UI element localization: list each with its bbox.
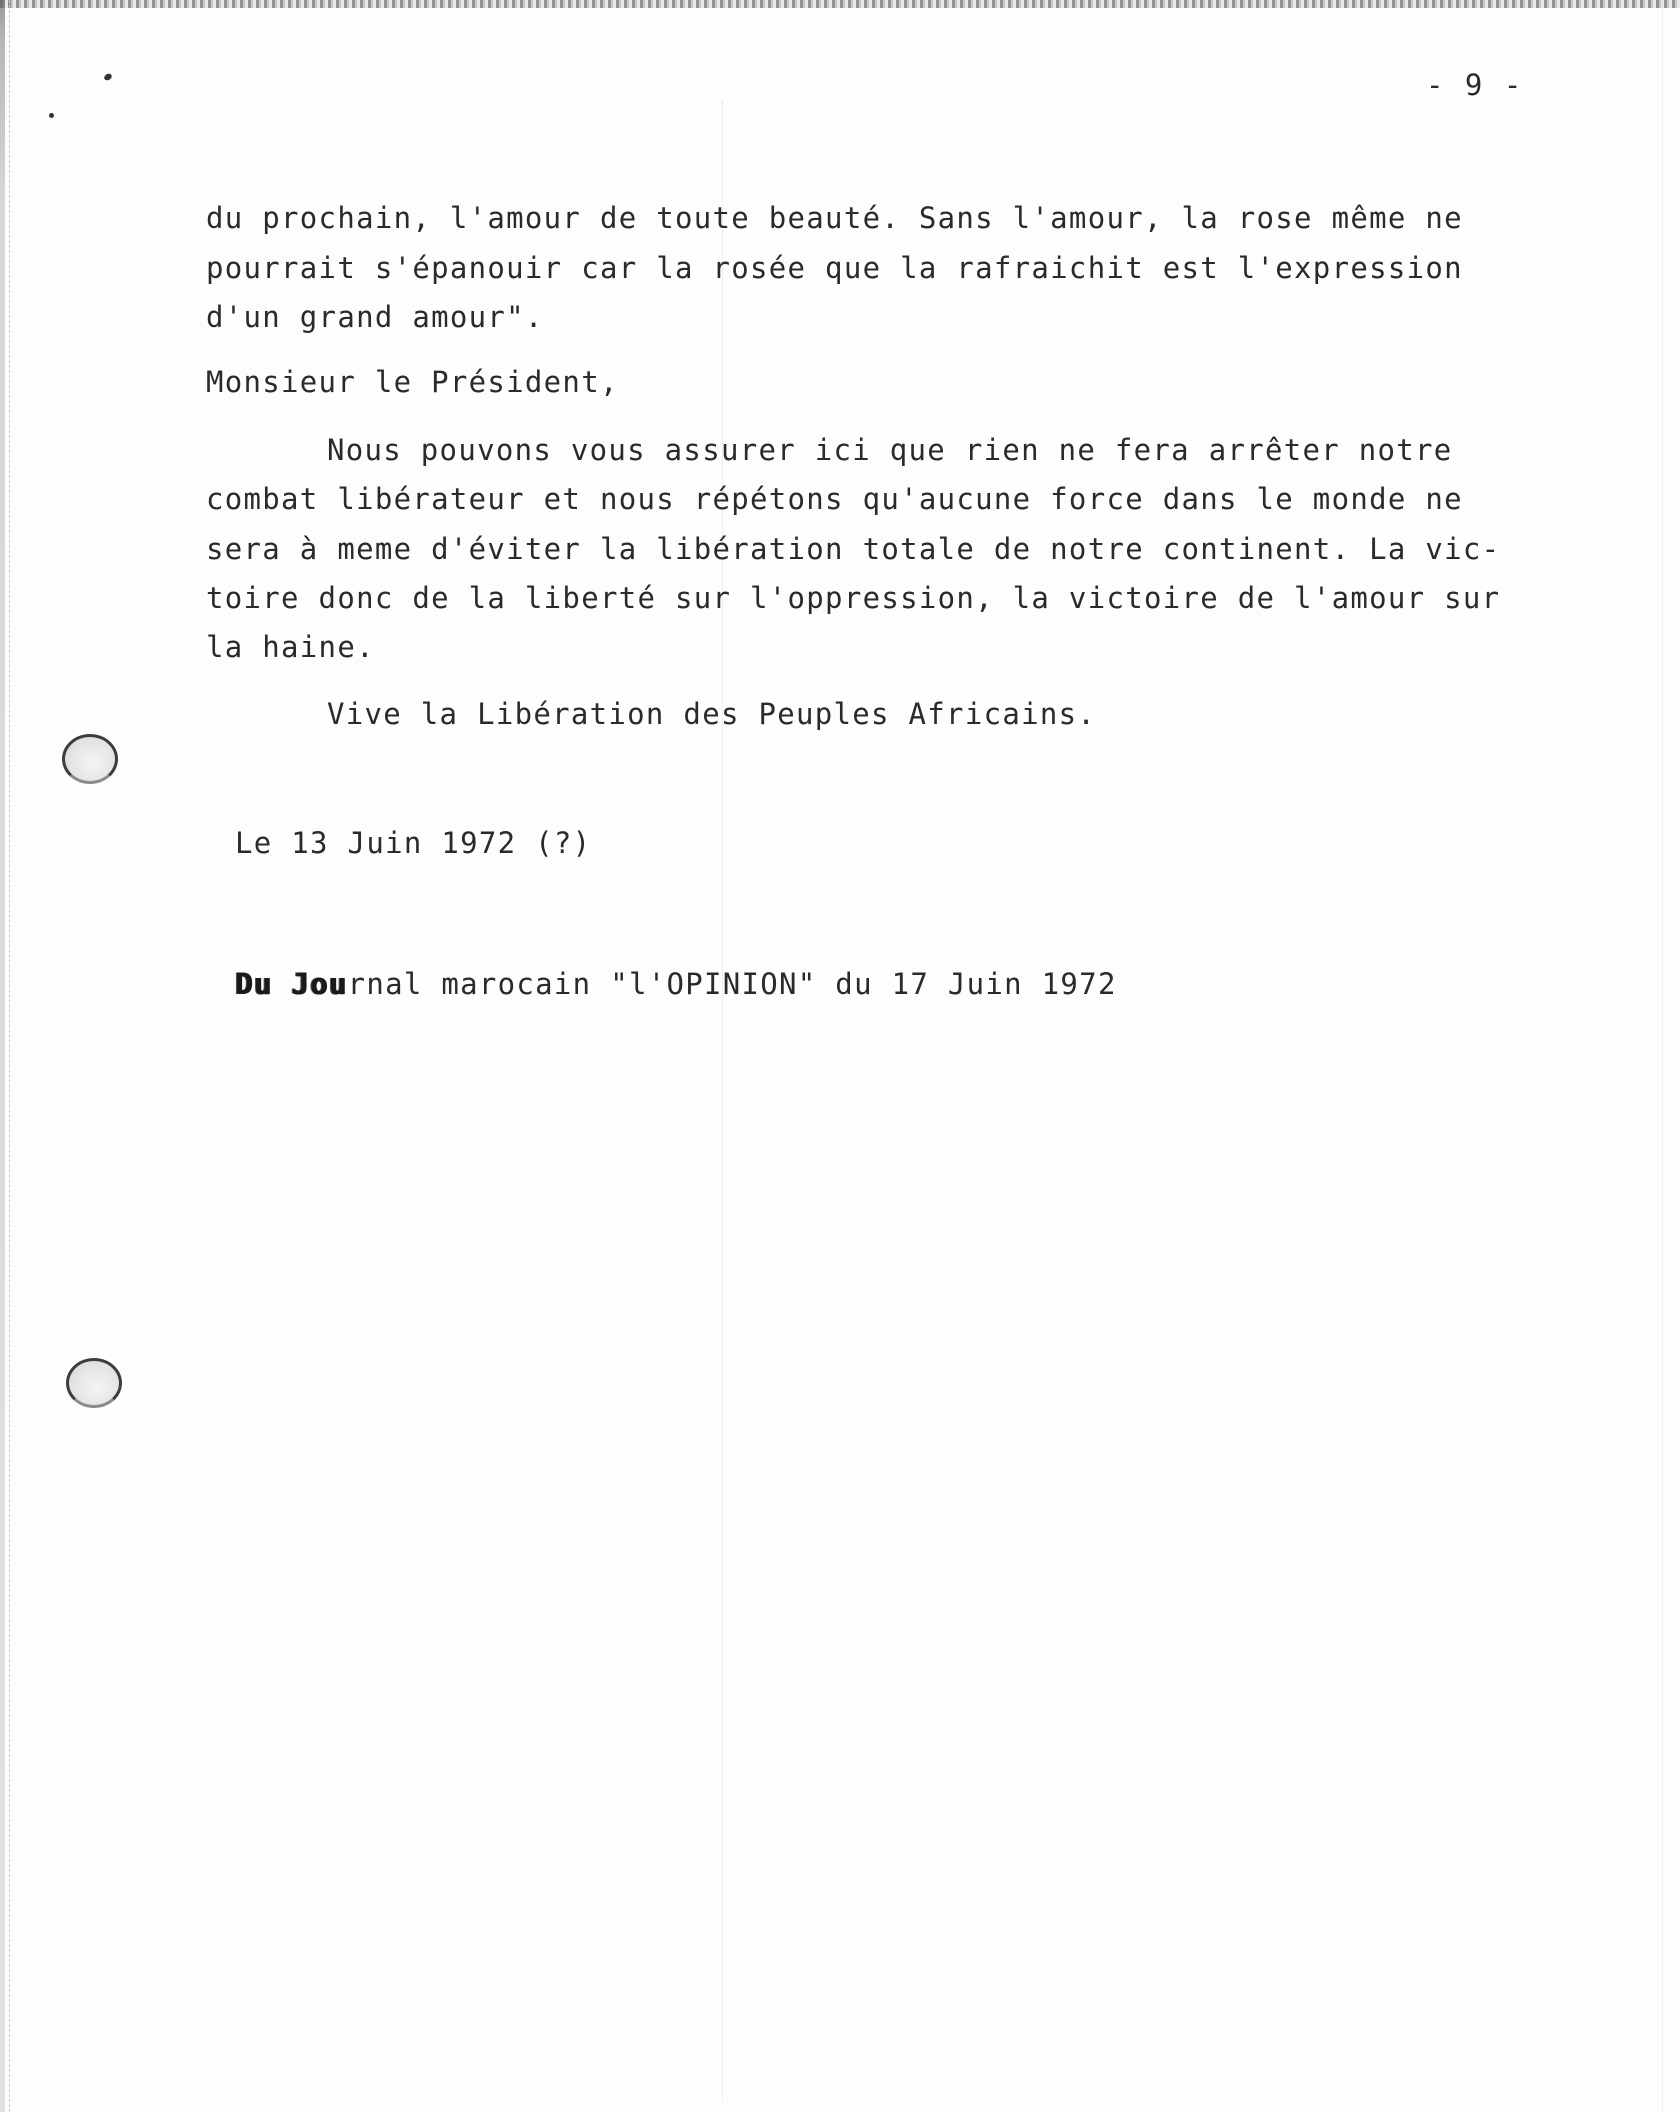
scan-left-edge bbox=[0, 0, 5, 2112]
source-line bbox=[235, 966, 1117, 1002]
text-line: toire donc de la liberté sur l'oppression, la victoire de l'amour sur bbox=[206, 581, 1501, 615]
ink-speck bbox=[103, 72, 113, 81]
text-line: la haine. bbox=[206, 630, 375, 664]
page-number: - 9 - bbox=[1426, 68, 1524, 102]
source-rest: rnal marocain "l'OPINION" du 17 Juin 1972 bbox=[347, 967, 1117, 1001]
ink-speck bbox=[49, 113, 54, 118]
punch-hole-bottom bbox=[66, 1358, 122, 1408]
punch-hole-top bbox=[62, 734, 118, 784]
date-line: Le 13 Juin 1972 (?) bbox=[235, 826, 592, 860]
text-line: du prochain, l'amour de toute beauté. Sans l'amour, la rose même ne bbox=[206, 201, 1463, 235]
closing-slogan: Vive la Libération des Peuples Africains. bbox=[327, 697, 1097, 731]
paper-fold-line bbox=[722, 100, 723, 2100]
salutation: Monsieur le Président, bbox=[206, 365, 619, 399]
text-line: d'un grand amour". bbox=[206, 300, 544, 334]
text-line: Nous pouvons vous assurer ici que rien ne fera arrêter notre bbox=[327, 433, 1453, 467]
scan-left-line bbox=[9, 0, 11, 2112]
source-prefix: Du Jou bbox=[235, 967, 348, 1001]
text-line: combat libérateur et nous répétons qu'aucune force dans le monde ne bbox=[206, 482, 1463, 516]
paper-right-fold-line bbox=[1662, 0, 1663, 2112]
scan-top-edge bbox=[0, 0, 1680, 8]
text-line: sera à meme d'éviter la libération totale de notre continent. La vic- bbox=[206, 532, 1501, 566]
text-line: pourrait s'épanouir car la rosée que la rafraichit est l'expression bbox=[206, 251, 1463, 285]
